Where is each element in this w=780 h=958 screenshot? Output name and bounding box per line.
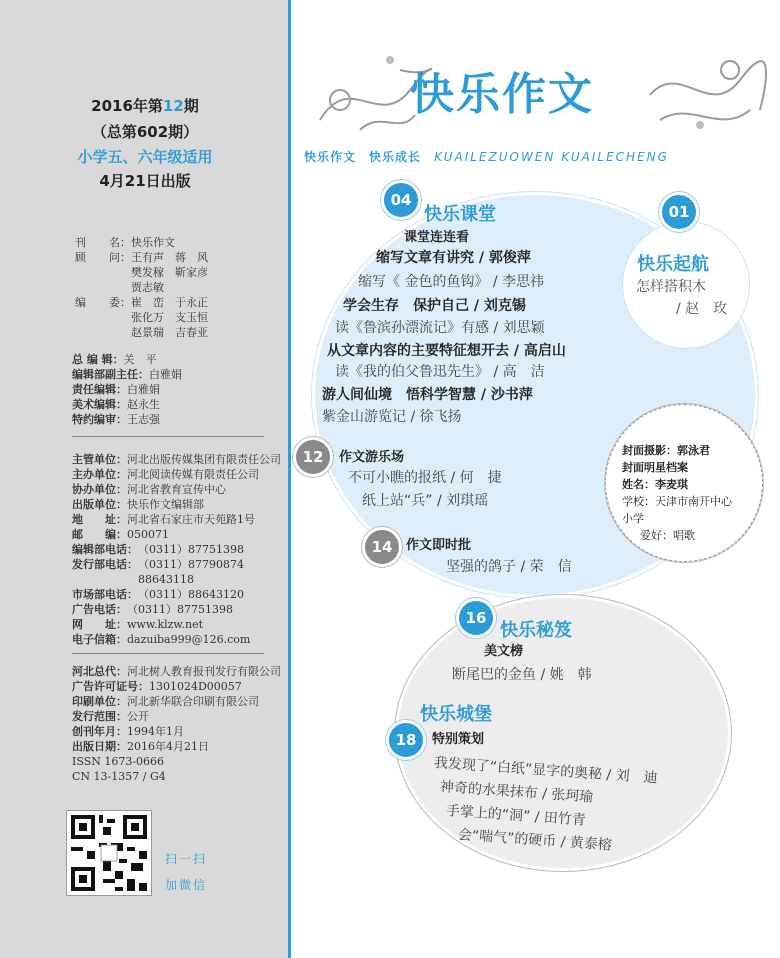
info-value: （0311）87751398: [138, 543, 244, 556]
section-01-title: 快乐起航: [637, 254, 709, 275]
section-18-title: 快乐城堡: [420, 704, 492, 725]
info-value: 王志强: [127, 413, 160, 426]
tagline: [304, 148, 669, 165]
info-row: [72, 497, 281, 512]
info-row: [72, 617, 281, 632]
info-row: [72, 397, 182, 412]
section-16-sub: 美文榜: [484, 644, 524, 659]
cover-name: 姓名：李麦琪: [622, 478, 688, 491]
toc-entry[interactable]: 怎样搭积木: [636, 279, 706, 295]
info-key: 顾: [75, 251, 86, 264]
toc-entry[interactable]: 紫金山游览记 / 徐飞扬: [322, 409, 462, 425]
info-row: [72, 572, 281, 587]
info-row: [75, 325, 208, 340]
section-18-sub: 特别策划: [432, 732, 485, 747]
info-key: 美术编辑：: [72, 398, 127, 411]
section-16-title: 快乐秘笈: [500, 620, 572, 641]
toc-entry[interactable]: 缩写文章有讲究 / 郭俊萍: [376, 250, 531, 266]
toc-entry[interactable]: 断尾巴的金鱼 / 姚 韩: [452, 667, 592, 683]
info-value: 委：崔 峦 于永正: [109, 296, 208, 309]
info-key: 发行部电话：: [72, 558, 138, 571]
tagline-a: 快乐作文: [304, 150, 357, 164]
toc-entry[interactable]: 我发现了“白纸”显字的奥秘 / 刘 迪: [433, 755, 659, 787]
units-list: [72, 452, 281, 647]
info-value: 樊发稼 靳家彦: [109, 266, 208, 279]
info-key: 广告许可证号：: [72, 680, 149, 693]
info-value: 关 平: [123, 353, 157, 366]
info-value: （0311）87790874: [138, 558, 244, 571]
info-key: 协办单位：: [72, 483, 127, 496]
magazine-logo: 快乐作文: [410, 69, 594, 120]
info-key: 编辑部电话：: [72, 543, 138, 556]
info-key: 网 址：: [72, 618, 127, 631]
toc-author: / 赵 玫: [676, 301, 728, 317]
info-row: [72, 482, 281, 497]
issue-number: [0, 95, 290, 116]
info-row: [72, 664, 281, 679]
info-row: [72, 754, 281, 769]
info-row: [72, 724, 281, 739]
issue-date: 4月21日出版: [99, 172, 191, 190]
info-value: 河北省教育宣传中心: [127, 483, 226, 496]
info-value: 2016年4月21日: [127, 740, 209, 753]
toc-entry[interactable]: 纸上站“兵” / 刘琪瑶: [362, 493, 489, 509]
info-value: （0311）88643120: [138, 588, 244, 601]
info-key: 总 编 辑：: [72, 353, 124, 366]
info-value: 问：王有声 蒋 风: [109, 251, 208, 264]
info-row: [75, 280, 208, 295]
info-key: 出版日期：: [72, 740, 127, 753]
info-key: [75, 280, 109, 295]
info-value: 1301024D00057: [149, 680, 242, 693]
info-row: [72, 352, 182, 367]
cover-star-title: 封面明星档案: [622, 461, 688, 474]
cover-hobby: 爱好：唱歌: [640, 529, 695, 542]
tagline-b: 快乐成长: [369, 150, 422, 164]
credits-list: [75, 235, 208, 340]
info-key: 印刷单位：: [72, 695, 127, 708]
staff-list: [72, 352, 182, 427]
info-value: 赵景瑞 吉春亚: [109, 326, 208, 339]
toc-entry[interactable]: 缩写《 金色的鱼钩》 / 李思祎: [358, 274, 545, 290]
info-row: [72, 739, 281, 754]
toc-entry[interactable]: 手掌上的“洞” / 田竹青: [445, 803, 587, 829]
info-value: ISSN 1673-0666: [72, 755, 165, 768]
cover-school-2: 小学: [622, 512, 644, 525]
info-row: [72, 412, 182, 427]
divider-line: [288, 0, 291, 958]
info-key: 市场部电话：: [72, 588, 138, 601]
issue-suffix: 期: [183, 97, 199, 115]
page-badge-01[interactable]: 01: [659, 192, 699, 232]
info-key: 编: [75, 296, 86, 309]
info-key: [75, 265, 109, 280]
qr-code: [66, 810, 152, 896]
info-value: 白雅娟: [149, 368, 182, 381]
info-value: 快乐作文编辑部: [127, 498, 204, 511]
info-value: 河北省石家庄市天苑路1号: [127, 513, 255, 526]
info-key: 广告电话：: [72, 603, 127, 616]
toc-entry[interactable]: 读《我的伯父鲁迅先生》 / 高 洁: [335, 364, 545, 380]
info-row: [72, 602, 281, 617]
info-key: 编辑部副主任：: [72, 368, 149, 381]
info-row: [72, 769, 281, 784]
tagline-pinyin: KUAILEZUOWEN KUAILECHENG: [434, 150, 669, 164]
info-row: [75, 310, 208, 325]
info-value: 河北出版传媒集团有限责任公司: [127, 453, 281, 466]
info-row: [72, 512, 281, 527]
info-row: [72, 694, 281, 709]
info-row: [72, 527, 281, 542]
info-value: 河北树人教育报刊发行有限公司: [127, 665, 281, 678]
toc-entry[interactable]: 坚强的鸽子 / 荣 信: [446, 559, 572, 575]
info-row: [72, 679, 281, 694]
issue-num: 12: [162, 97, 184, 115]
info-value: 88643118: [72, 573, 194, 586]
info-key: 责任编辑：: [72, 383, 127, 396]
info-row: [75, 265, 208, 280]
page-badge-12[interactable]: 12: [293, 437, 333, 477]
info-key: 电子信箱：: [72, 633, 127, 646]
info-key: 河北总代：: [72, 665, 127, 678]
publish-list: [72, 664, 281, 784]
separator: [72, 436, 264, 437]
info-row: [72, 367, 182, 382]
toc-entry[interactable]: 会“喘气”的硬币 / 黄泰榕: [457, 827, 613, 854]
info-value: 050071: [127, 528, 169, 541]
info-row: [72, 542, 281, 557]
info-row: [72, 557, 281, 572]
info-value: 张化万 支玉恒: [109, 311, 208, 324]
toc-entry[interactable]: 神奇的水果抹布 / 张珂瑜: [439, 779, 594, 806]
page-badge-04[interactable]: 04: [381, 180, 421, 220]
info-value: 河北新华联合印刷有限公司: [127, 695, 259, 708]
info-row: [72, 632, 281, 647]
separator: [72, 653, 264, 654]
info-key: 发行范围：: [72, 710, 127, 723]
issue-total: （总第602期）: [91, 123, 199, 141]
info-key: [75, 325, 109, 340]
info-value: 白雅娟: [127, 383, 160, 396]
info-value: dazuiba999@126.com: [127, 633, 251, 646]
info-key: [75, 310, 109, 325]
info-value: 1994年1月: [127, 725, 184, 738]
info-row: [72, 382, 182, 397]
info-row: [75, 295, 208, 310]
info-value: （0311）87751398: [127, 603, 233, 616]
info-value: 公开: [127, 710, 149, 723]
info-key: 邮 编：: [72, 528, 127, 541]
cover-school: 学校：天津市南开中心: [622, 495, 732, 508]
info-row: [75, 235, 208, 250]
info-key: 刊: [75, 236, 86, 249]
toc-entry[interactable]: 游人间仙境 悟科学智慧 / 沙书萍: [322, 387, 533, 403]
info-row: [72, 587, 281, 602]
section-04-title: 快乐课堂: [424, 204, 496, 225]
info-key: 出版单位：: [72, 498, 127, 511]
toc-entry[interactable]: 读《鲁滨孙漂流记》有感 / 刘思颖: [335, 320, 545, 336]
info-value: 名：快乐作文: [109, 236, 175, 249]
scan-text: 扫一扫: [165, 852, 208, 866]
info-row: [75, 250, 208, 265]
issue-year: 2016年第: [91, 97, 163, 115]
page-badge-14[interactable]: 14: [362, 527, 402, 567]
cover-photographer: 封面摄影：郭泳君: [622, 444, 710, 457]
page-badge-16[interactable]: 16: [456, 598, 496, 638]
toc-entry[interactable]: 从文章内容的主要特征想开去 / 高启山: [327, 343, 566, 359]
section-04-sub: 课堂连连看: [404, 230, 470, 245]
info-value: CN 13-1357 / G4: [72, 770, 166, 783]
issue-grade: 小学五、六年级适用: [77, 148, 213, 166]
page-badge-18[interactable]: 18: [386, 720, 426, 760]
info-row: [72, 709, 281, 724]
info-key: 特约编审：: [72, 413, 127, 426]
toc-entry[interactable]: 不可小瞧的报纸 / 何 捷: [348, 470, 502, 486]
toc-entry[interactable]: 学会生存 保护自己 / 刘克锡: [343, 298, 526, 314]
info-key: 地 址：: [72, 513, 127, 526]
section-14-sub: 作文即时批: [406, 538, 472, 553]
section-12-sub: 作文游乐场: [339, 450, 405, 465]
info-value: 赵永生: [127, 398, 160, 411]
info-key: 主管单位：: [72, 453, 127, 466]
follow-text: 加微信: [165, 878, 208, 892]
info-key: 主办单位：: [72, 468, 127, 481]
info-value: www.klzw.net: [127, 618, 204, 631]
info-row: [72, 467, 281, 482]
info-key: 创刊年月：: [72, 725, 127, 738]
info-value: 河北阅读传媒有限责任公司: [127, 468, 259, 481]
info-row: [72, 452, 281, 467]
info-value: 贾志敏: [109, 281, 164, 294]
